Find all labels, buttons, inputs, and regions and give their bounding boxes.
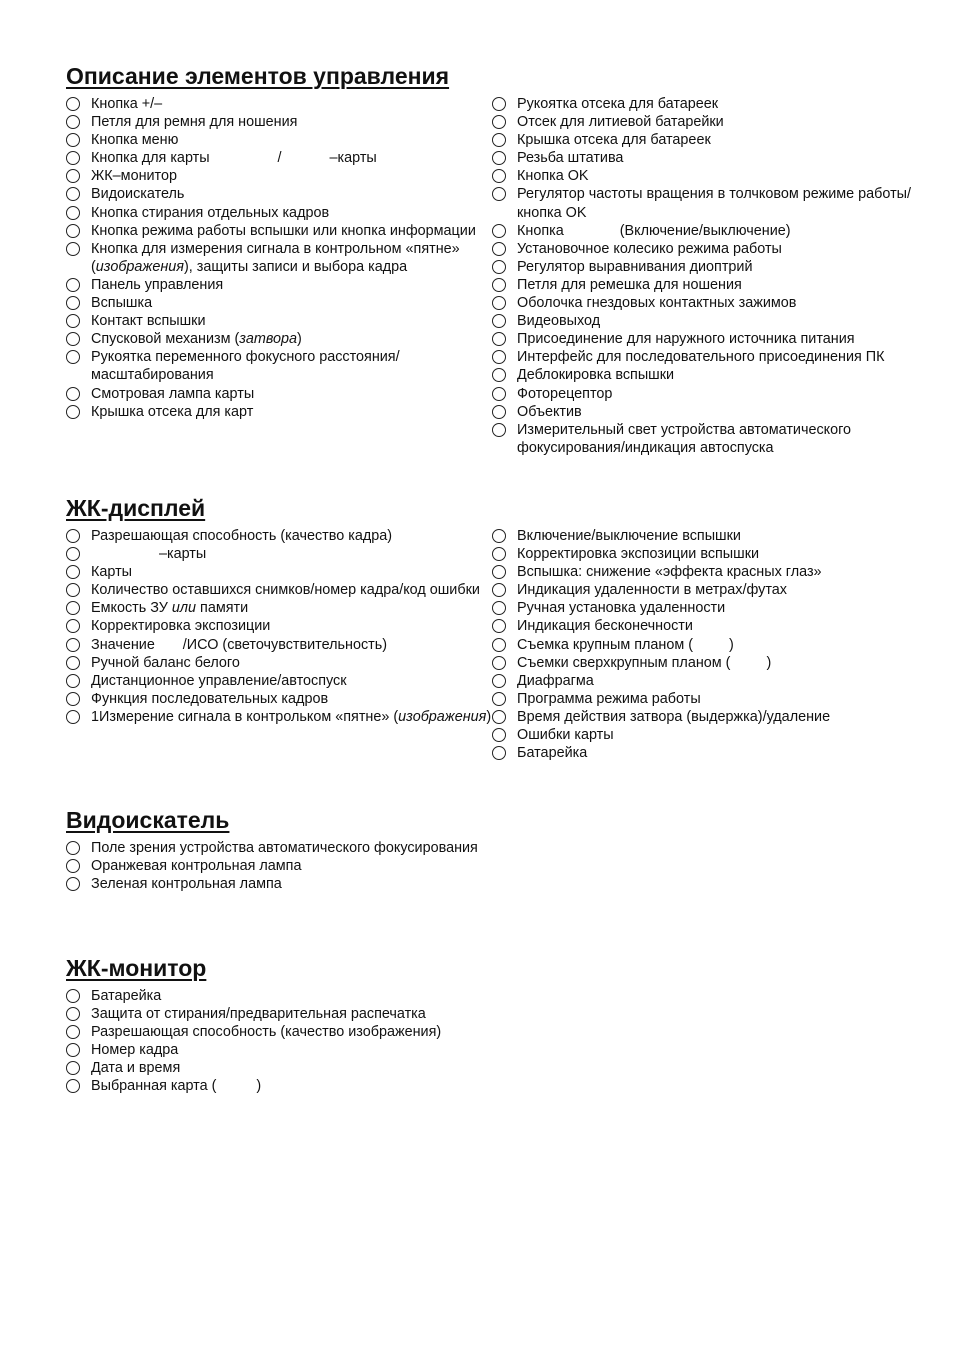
circle-marker-icon [66, 565, 80, 579]
circle-marker-icon [66, 278, 80, 292]
list-item-text: Значение /ИСО (светочувствительность) [91, 636, 388, 653]
list-item [66, 204, 492, 222]
list-item [492, 366, 926, 384]
list-item-text: Карты [91, 564, 133, 581]
list-item-text: Диафрагма [517, 672, 594, 689]
list-item-text: –карты [91, 546, 207, 563]
list-item-text: Рукоятка отсека для батареек [517, 96, 719, 112]
list-item [492, 167, 926, 185]
section-title-lcd-monitor: ЖК-монитор [66, 955, 207, 981]
circle-marker-icon [492, 565, 506, 579]
circle-marker-icon [492, 115, 506, 129]
list-item [492, 672, 926, 690]
circle-marker-icon [66, 583, 80, 597]
list-item [66, 348, 492, 384]
circle-marker-icon [66, 296, 80, 310]
circle-marker-icon [66, 1043, 80, 1057]
section-lcd-monitor [66, 953, 926, 1096]
list-item [66, 599, 492, 617]
circle-marker-icon [66, 1025, 80, 1039]
list-item-text: Включение/выключение вспышки [517, 528, 741, 544]
list-item [492, 149, 926, 167]
circle-marker-icon [492, 529, 506, 543]
circle-marker-icon [492, 547, 506, 561]
list-item-text: Панель управления [91, 276, 224, 293]
list-item [66, 839, 926, 857]
circle-marker-icon [66, 332, 80, 346]
list-item-text: Петля для ремня для ношения [91, 114, 298, 131]
circle-marker-icon [66, 151, 80, 165]
list-item [66, 403, 492, 421]
list-item [66, 617, 492, 635]
list-item [492, 222, 926, 240]
list-item-text: ЖК–монитор [91, 168, 177, 185]
circle-marker-icon [492, 601, 506, 615]
list-item-text: Корректировка экспозиции [91, 618, 271, 635]
list-item-text: Видеовыход [517, 313, 601, 330]
list-item-text: Резьба штатива [517, 150, 624, 167]
list-item [66, 875, 926, 893]
controls-list-left [66, 95, 492, 457]
circle-marker-icon [66, 97, 80, 111]
circle-marker-icon [492, 710, 506, 724]
list-item [492, 581, 926, 599]
list-item-text: Вспышка: снижение «эффекта красных глаз» [517, 564, 822, 581]
circle-marker-icon [66, 115, 80, 129]
circle-marker-icon [66, 710, 80, 724]
list-item-text: Функция последовательных кадров [91, 690, 329, 707]
list-item-text: Разрешающая способность (качество кадра) [91, 528, 393, 544]
list-item-text: Крышка отсека для карт [91, 403, 254, 420]
list-item [492, 690, 926, 708]
list-item [492, 527, 926, 545]
circle-marker-icon [492, 97, 506, 111]
circle-marker-icon [66, 242, 80, 256]
list-item-text: Программа режима работы [517, 690, 701, 707]
list-item [66, 294, 492, 312]
list-item [492, 421, 926, 457]
list-item [66, 167, 492, 185]
list-item [66, 149, 492, 167]
list-item-text: Объектив [517, 403, 582, 420]
list-item [492, 294, 926, 312]
list-item-text: Отсек для литиевой батарейки [517, 114, 724, 131]
list-item [492, 113, 926, 131]
list-item [66, 1041, 926, 1059]
circle-marker-icon [66, 674, 80, 688]
list-item [492, 330, 926, 348]
circle-marker-icon [492, 405, 506, 419]
circle-marker-icon [66, 601, 80, 615]
lcd-monitor-list [66, 987, 926, 1096]
list-item-text: Корректировка экспозиции вспышки [517, 546, 760, 563]
list-item [66, 1077, 926, 1095]
list-item-text: Интерфейс для последовательного присоединения ПК [517, 349, 885, 366]
list-item-text: Ручной баланс белого [91, 654, 240, 671]
list-item [66, 857, 926, 875]
circle-marker-icon [66, 877, 80, 891]
list-item-text: Съемка крупным планом ( ) [517, 636, 734, 653]
circle-marker-icon [492, 387, 506, 401]
circle-marker-icon [66, 656, 80, 670]
circle-marker-icon [492, 224, 506, 238]
viewfinder-list [66, 839, 926, 893]
list-item-text: Спусковой механизм (затвора) [91, 331, 302, 348]
list-item-text: Регулятор частоты вращения в толчковом режиме работы/кнопка OK [517, 186, 912, 221]
circle-marker-icon [66, 224, 80, 238]
circle-marker-icon [492, 169, 506, 183]
list-item-text: Индикация бесконечности [517, 618, 693, 635]
list-item-text: Дистанционное управление/автоспуск [91, 672, 347, 689]
circle-marker-icon [66, 133, 80, 147]
list-item [66, 563, 492, 581]
list-item-text: Кнопка (Включение/выключение) [517, 222, 791, 239]
circle-marker-icon [66, 547, 80, 561]
list-item-text: Номер кадра [91, 1042, 179, 1059]
list-item-text: Зеленая контрольная лампа [91, 876, 282, 893]
list-item-text: Разрешающая способность (качество изображения) [91, 1024, 442, 1041]
list-item-text: Фоторецептор [517, 385, 613, 402]
circle-marker-icon [66, 350, 80, 364]
list-item-text: Ручная установка удаленности [517, 600, 726, 617]
list-item-text: Емкость ЗУ или памяти [91, 600, 249, 617]
list-item [492, 617, 926, 635]
list-item [66, 708, 492, 726]
list-item [66, 240, 492, 276]
circle-marker-icon [66, 692, 80, 706]
list-item-text: Батарейка [517, 745, 588, 762]
list-item-text: Регулятор выравнивания диоптрий [517, 258, 753, 275]
list-item [66, 385, 492, 403]
circle-marker-icon [66, 187, 80, 201]
list-item [492, 708, 926, 726]
list-item [492, 131, 926, 149]
circle-marker-icon [492, 278, 506, 292]
list-item-text: Петля для ремешка для ношения [517, 276, 742, 293]
section-controls [66, 61, 926, 457]
list-item [66, 1005, 926, 1023]
list-item-text: Съемки сверхкрупным планом ( ) [517, 654, 772, 671]
circle-marker-icon [66, 841, 80, 855]
list-item [66, 654, 492, 672]
list-item [66, 1023, 926, 1041]
circle-marker-icon [66, 387, 80, 401]
lcd-display-list-right [492, 527, 926, 762]
circle-marker-icon [492, 260, 506, 274]
section-title-controls: Описание элементов управления [66, 63, 450, 89]
list-item [66, 672, 492, 690]
list-item [492, 185, 926, 221]
list-item-text: Кнопка +/– [91, 96, 163, 112]
list-item [492, 726, 926, 744]
circle-marker-icon [66, 1061, 80, 1075]
list-item [492, 385, 926, 403]
list-item [492, 599, 926, 617]
list-item [492, 348, 926, 366]
list-item-text: Кнопка стирания отдельных кадров [91, 204, 330, 221]
list-item [66, 113, 492, 131]
list-item [66, 222, 492, 240]
circle-marker-icon [492, 583, 506, 597]
list-item [492, 240, 926, 258]
list-item-text: Видоискатель [91, 186, 185, 203]
circle-marker-icon [492, 187, 506, 201]
circle-marker-icon [66, 859, 80, 873]
circle-marker-icon [492, 314, 506, 328]
list-item [66, 581, 492, 599]
lcd-display-list-left [66, 527, 492, 762]
list-item-text: Установочное колесико режима работы [517, 240, 782, 257]
list-item [66, 636, 492, 654]
circle-marker-icon [492, 746, 506, 760]
circle-marker-icon [492, 242, 506, 256]
list-item-text: Оранжевая контрольная лампа [91, 858, 302, 875]
list-item [492, 258, 926, 276]
list-item-text: Количество оставшихся снимков/номер кадра/код ошибки [91, 582, 480, 599]
circle-marker-icon [492, 692, 506, 706]
section-title-lcd-display: ЖК-дисплей [66, 495, 206, 521]
circle-marker-icon [492, 423, 506, 437]
list-item-text: Присоединение для наружного источника питания [517, 331, 855, 348]
list-item-text: Оболочка гнездовых контактных зажимов [517, 295, 797, 312]
list-item [66, 131, 492, 149]
list-item [492, 563, 926, 581]
list-item-text: Индикация удаленности в метрах/футах [517, 582, 788, 599]
list-item-text: Деблокировка вспышки [517, 367, 675, 384]
circle-marker-icon [66, 1007, 80, 1021]
circle-marker-icon [66, 314, 80, 328]
list-item [66, 545, 492, 563]
list-item-text: Выбранная карта ( ) [91, 1078, 262, 1095]
circle-marker-icon [492, 368, 506, 382]
circle-marker-icon [492, 638, 506, 652]
section-title-viewfinder: Видоискатель [66, 807, 230, 833]
list-item [66, 690, 492, 708]
circle-marker-icon [66, 638, 80, 652]
list-item [492, 744, 926, 762]
circle-marker-icon [492, 151, 506, 165]
list-item [66, 330, 492, 348]
list-item-text: Дата и время [91, 1060, 181, 1077]
list-item-text: Смотровая лампа карты [91, 385, 255, 402]
list-item-text: Рукоятка переменного фокусного расстояния/масштабирования [91, 349, 400, 384]
list-item-text: Защита от стирания/предварительная распечатка [91, 1006, 426, 1023]
circle-marker-icon [492, 674, 506, 688]
circle-marker-icon [66, 989, 80, 1003]
list-item-text: Кнопка для измерения сигнала в контрольном «пятне» (изображения), защиты записи и выбора кадра [91, 240, 464, 275]
circle-marker-icon [492, 296, 506, 310]
circle-marker-icon [492, 728, 506, 742]
circle-marker-icon [66, 169, 80, 183]
list-item [66, 95, 492, 113]
circle-marker-icon [492, 619, 506, 633]
circle-marker-icon [66, 529, 80, 543]
list-item-text: Вспышка [91, 295, 153, 312]
list-item [66, 185, 492, 203]
circle-marker-icon [66, 1079, 80, 1093]
circle-marker-icon [492, 350, 506, 364]
list-item-text: Кнопка режима работы вспышки или кнопка информации [91, 222, 476, 239]
list-item [492, 95, 926, 113]
list-item-text: Батарейка [91, 988, 162, 1004]
list-item [492, 636, 926, 654]
list-item-text: Кнопка для карты / –карты [91, 150, 377, 167]
list-item [66, 527, 492, 545]
list-item [492, 312, 926, 330]
list-item [492, 403, 926, 421]
circle-marker-icon [492, 332, 506, 346]
list-item-text: Измерительный свет устройства автоматического фокусирования/индикация автоспуска [517, 421, 856, 456]
list-item-text: Крышка отсека для батареек [517, 132, 711, 149]
list-item [492, 276, 926, 294]
circle-marker-icon [66, 206, 80, 220]
list-item [492, 545, 926, 563]
list-item [492, 654, 926, 672]
list-item-text: 1Измерение сигнала в контрольком «пятне» (изображения) [91, 708, 492, 725]
circle-marker-icon [492, 133, 506, 147]
list-item [66, 1059, 926, 1077]
circle-marker-icon [66, 619, 80, 633]
list-item [66, 987, 926, 1005]
list-item [66, 312, 492, 330]
circle-marker-icon [492, 656, 506, 670]
section-viewfinder [66, 805, 926, 893]
list-item [66, 276, 492, 294]
list-item-text: Время действия затвора (выдержка)/удаление [517, 708, 831, 725]
circle-marker-icon [66, 405, 80, 419]
list-item-text: Кнопка OK [517, 168, 589, 185]
list-item-text: Ошибки карты [517, 727, 614, 744]
section-lcd-display [66, 493, 926, 762]
list-item-text: Поле зрения устройства автоматического фокусирования [91, 840, 478, 856]
list-item-text: Кнопка меню [91, 132, 179, 149]
controls-list-right [492, 95, 926, 457]
list-item-text: Контакт вспышки [91, 313, 206, 330]
